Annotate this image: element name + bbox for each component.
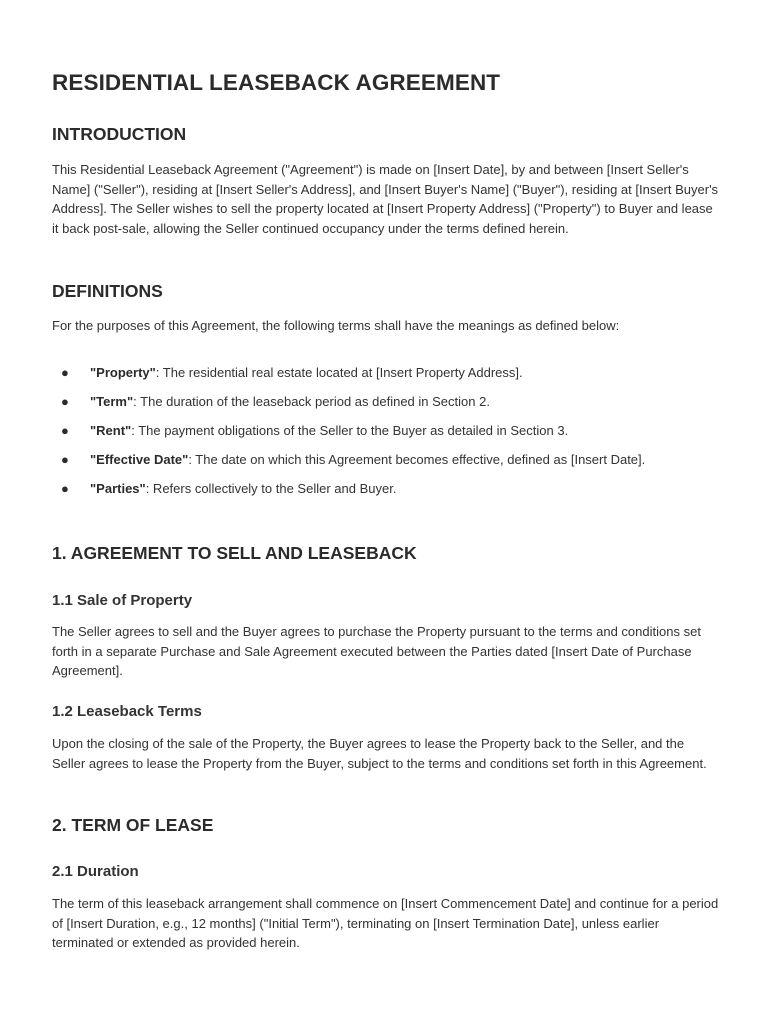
- document-title: RESIDENTIAL LEASEBACK AGREEMENT: [52, 70, 501, 95]
- definition-term: "Property": [90, 365, 156, 380]
- section-1-2-text: Upon the closing of the sale of the Property, the Buyer agrees to lease the Property back to the Seller, and the Seller agrees to lease the Property from the Buyer, subject to the terms and conditions set forth in this Agreement.: [52, 736, 707, 771]
- section-1-1-text: The Seller agrees to sell and the Buyer agrees to purchase the Property pursuant to the terms and conditions set forth in a separate Purchase and Sale Agreement executed between the Parties dated [Insert Date of Purchase Agreement].: [52, 624, 701, 678]
- definition-term: "Effective Date": [90, 452, 189, 467]
- definition-text: : The payment obligations of the Seller to the Buyer as detailed in Section 3.: [131, 423, 569, 438]
- definition-text: : The residential real estate located at [Insert Property Address].: [155, 365, 523, 380]
- bullet-icon: ●: [61, 365, 69, 380]
- list-item: [52, 479, 720, 499]
- bullet-icon: ●: [61, 423, 69, 438]
- section-2-1-text: The term of this leaseback arrangement shall commence on [Insert Commencement Date] and continue for a period of [Insert Duration, e.g., 12 months] ("Initial Term"), terminating on [Insert Termination Date], unless earlier terminated or extended as provided herein.: [52, 896, 719, 950]
- list-item: [52, 363, 720, 383]
- list-item: [52, 392, 720, 412]
- bullet-icon: ●: [61, 481, 69, 496]
- bullet-icon: ●: [61, 452, 69, 467]
- definitions-list: [52, 363, 720, 508]
- introduction-text: This Residential Leaseback Agreement ("Agreement") is made on [Insert Date], by and between [Insert Seller's Name] ("Seller"), residing at [Insert Seller's Address], and [Insert Buyer's Name] ("Buyer"), residing at [Insert Buyer's Address]. The Seller wishes to sell the property located at [Insert Property Address] ("Property") to Buyer and lease it back post-sale, allowing the Seller continued occupancy under the terms defined herein.: [52, 162, 719, 236]
- section-2-1-heading: 2.1 Duration: [52, 863, 139, 880]
- definitions-intro: For the purposes of this Agreement, the following terms shall have the meanings as defined below:: [52, 318, 620, 333]
- definitions-heading: DEFINITIONS: [52, 281, 163, 301]
- definition-text: : The date on which this Agreement becomes effective, defined as [Insert Date].: [188, 452, 646, 467]
- definition-term: "Parties": [90, 481, 146, 496]
- list-item: [52, 421, 720, 441]
- definition-text: : The duration of the leaseback period as defined in Section 2.: [133, 394, 490, 409]
- bullet-icon: ●: [61, 394, 69, 409]
- definition-term: "Term": [90, 394, 134, 409]
- section-1-2-heading: 1.2 Leaseback Terms: [52, 703, 202, 720]
- introduction-heading: INTRODUCTION: [52, 124, 187, 144]
- definition-text: : Refers collectively to the Seller and Buyer.: [145, 481, 397, 496]
- section-2-heading: 2. TERM OF LEASE: [52, 815, 214, 835]
- list-item: [52, 450, 720, 470]
- definition-term: "Rent": [90, 423, 132, 438]
- section-1-1-heading: 1.1 Sale of Property: [52, 592, 193, 609]
- section-1-heading: 1. AGREEMENT TO SELL AND LEASEBACK: [52, 543, 417, 563]
